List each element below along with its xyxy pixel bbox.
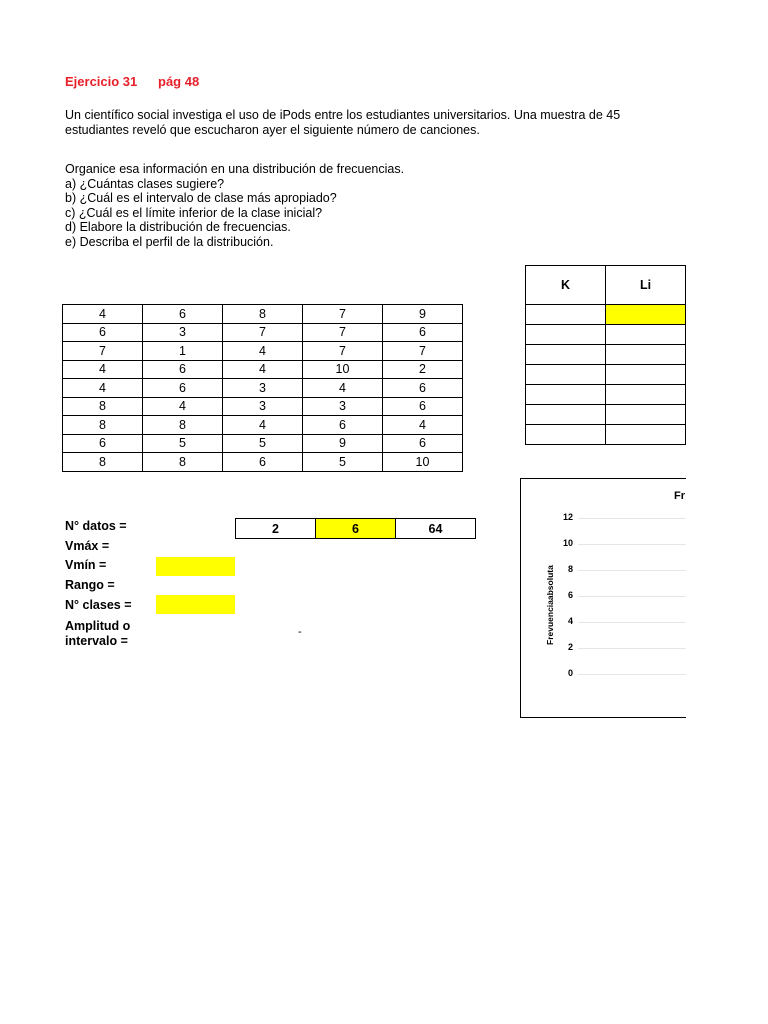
data-cell[interactable]: 5 — [303, 453, 383, 472]
n-clases-input-cell[interactable] — [156, 595, 235, 614]
chart-y-tick-label: 10 — [562, 538, 573, 548]
table-row — [63, 453, 463, 472]
freq-cell[interactable] — [606, 365, 686, 385]
freq-cell-highlighted[interactable] — [606, 305, 686, 325]
data-cell[interactable]: 6 — [223, 453, 303, 472]
stats-cell[interactable]: 2 — [236, 519, 316, 539]
data-cell[interactable]: 4 — [143, 397, 223, 416]
freq-cell[interactable] — [526, 425, 606, 445]
table-row — [63, 434, 463, 453]
header-k: K — [526, 266, 606, 305]
dash-mark: - — [298, 626, 302, 638]
data-cell[interactable]: 5 — [223, 434, 303, 453]
data-cell[interactable]: 8 — [63, 416, 143, 435]
data-cell[interactable]: 9 — [303, 434, 383, 453]
question-a: a) ¿Cuántas clases sugiere? — [65, 176, 225, 191]
data-cell[interactable]: 4 — [223, 360, 303, 379]
data-cell[interactable]: 3 — [223, 379, 303, 398]
freq-cell[interactable] — [526, 385, 606, 405]
data-cell[interactable]: 7 — [63, 342, 143, 361]
table-row — [63, 305, 463, 324]
freq-cell[interactable] — [526, 365, 606, 385]
data-cell[interactable]: 6 — [383, 323, 463, 342]
data-cell[interactable]: 4 — [223, 342, 303, 361]
data-cell[interactable]: 7 — [223, 323, 303, 342]
freq-cell[interactable] — [526, 405, 606, 425]
stats-row — [235, 518, 476, 539]
data-cell[interactable]: 10 — [303, 360, 383, 379]
question-d: d) Elabore la distribución de frecuencias. — [65, 220, 291, 234]
data-cell[interactable]: 6 — [383, 397, 463, 416]
data-cell[interactable]: 10 — [383, 453, 463, 472]
table-row — [63, 360, 463, 379]
data-cell[interactable]: 7 — [383, 342, 463, 361]
label-n-clases: N° clases = — [65, 598, 132, 612]
data-cell[interactable]: 7 — [303, 342, 383, 361]
table-row — [63, 397, 463, 416]
vmin-input-cell[interactable] — [156, 557, 235, 576]
chart-gridline — [578, 544, 688, 545]
chart-gridline — [578, 570, 688, 571]
chart-gridline — [578, 518, 688, 519]
chart-y-tick-label: 2 — [567, 642, 573, 652]
chart-y-tick-label: 6 — [567, 590, 573, 600]
data-cell[interactable]: 6 — [143, 305, 223, 324]
freq-cell[interactable] — [526, 345, 606, 365]
label-vmin: Vmín = — [65, 558, 107, 572]
data-cell[interactable]: 4 — [63, 305, 143, 324]
freq-cell[interactable] — [606, 425, 686, 445]
data-cell[interactable]: 8 — [143, 453, 223, 472]
chart-gridline — [578, 674, 688, 675]
stats-cell[interactable]: 64 — [396, 519, 476, 539]
freq-cell[interactable] — [526, 325, 606, 345]
question-c: c) ¿Cuál es el límite inferior de la clase inicial? — [65, 205, 323, 220]
data-cell[interactable]: 4 — [223, 416, 303, 435]
chart-gridline — [578, 622, 688, 623]
intro-line-1: Un científico social investiga el uso de iPods entre los estudiantes universitarios. Una muestra de 45 — [65, 108, 621, 122]
chart-gridline — [578, 596, 688, 597]
data-cell[interactable]: 4 — [383, 416, 463, 435]
data-cell[interactable]: 2 — [383, 360, 463, 379]
table-row — [63, 342, 463, 361]
data-cell[interactable]: 4 — [63, 360, 143, 379]
data-cell[interactable]: 6 — [63, 434, 143, 453]
data-cell[interactable]: 8 — [143, 416, 223, 435]
data-cell[interactable]: 6 — [383, 379, 463, 398]
data-cell[interactable]: 3 — [143, 323, 223, 342]
chart-y-tick-label: 8 — [567, 564, 573, 574]
data-cell[interactable]: 5 — [143, 434, 223, 453]
page-reference: pág 48 — [158, 74, 200, 89]
data-cell[interactable]: 7 — [303, 305, 383, 324]
data-cell[interactable]: 6 — [303, 416, 383, 435]
frequency-table — [525, 265, 686, 445]
chart-y-tick-label: 0 — [567, 668, 573, 678]
data-cell[interactable]: 6 — [383, 434, 463, 453]
data-cell[interactable]: 7 — [303, 323, 383, 342]
label-amplitud-1: Amplitud o — [65, 619, 131, 633]
chart-y-axis-label: Frevuenciaabsoluta — [545, 565, 555, 645]
data-cell[interactable]: 3 — [303, 397, 383, 416]
page-edge — [686, 0, 768, 1024]
label-vmax: Vmáx = — [65, 539, 110, 553]
question-instruction: Organice esa información en una distribución de frecuencias. — [65, 162, 405, 176]
label-amplitud-2: intervalo = — [65, 634, 128, 648]
label-n-datos: N° datos = — [65, 519, 127, 533]
question-b: b) ¿Cuál es el intervalo de clase más apropiado? — [65, 191, 337, 205]
chart-gridline — [578, 648, 688, 649]
data-table — [62, 304, 463, 472]
chart-title: Fr — [674, 490, 685, 502]
data-cell[interactable]: 8 — [63, 397, 143, 416]
exercise-title: Ejercicio 31 — [65, 74, 138, 89]
chart-y-tick-label: 12 — [562, 512, 573, 522]
data-cell[interactable]: 4 — [303, 379, 383, 398]
data-cell[interactable]: 6 — [143, 360, 223, 379]
data-cell[interactable]: 4 — [63, 379, 143, 398]
data-cell[interactable]: 8 — [223, 305, 303, 324]
freq-cell[interactable] — [606, 385, 686, 405]
freq-cell[interactable] — [606, 325, 686, 345]
label-rango: Rango = — [65, 578, 115, 592]
freq-cell[interactable] — [606, 345, 686, 365]
stats-cell-highlighted[interactable]: 6 — [316, 519, 396, 539]
table-row — [63, 323, 463, 342]
data-cell[interactable]: 3 — [223, 397, 303, 416]
data-cell[interactable]: 9 — [383, 305, 463, 324]
data-cell[interactable]: 6 — [63, 323, 143, 342]
intro-line-2: estudiantes reveló que escucharon ayer el siguiente número de canciones. — [65, 123, 480, 137]
table-row — [63, 416, 463, 435]
question-e: e) Describa el perfil de la distribución. — [65, 234, 274, 249]
header-li: Li — [606, 266, 686, 305]
freq-cell[interactable] — [606, 405, 686, 425]
freq-cell[interactable] — [526, 305, 606, 325]
chart-y-tick-label: 4 — [567, 616, 573, 626]
data-cell[interactable]: 8 — [63, 453, 143, 472]
data-cell[interactable]: 6 — [143, 379, 223, 398]
table-row — [63, 379, 463, 398]
data-cell[interactable]: 1 — [143, 342, 223, 361]
